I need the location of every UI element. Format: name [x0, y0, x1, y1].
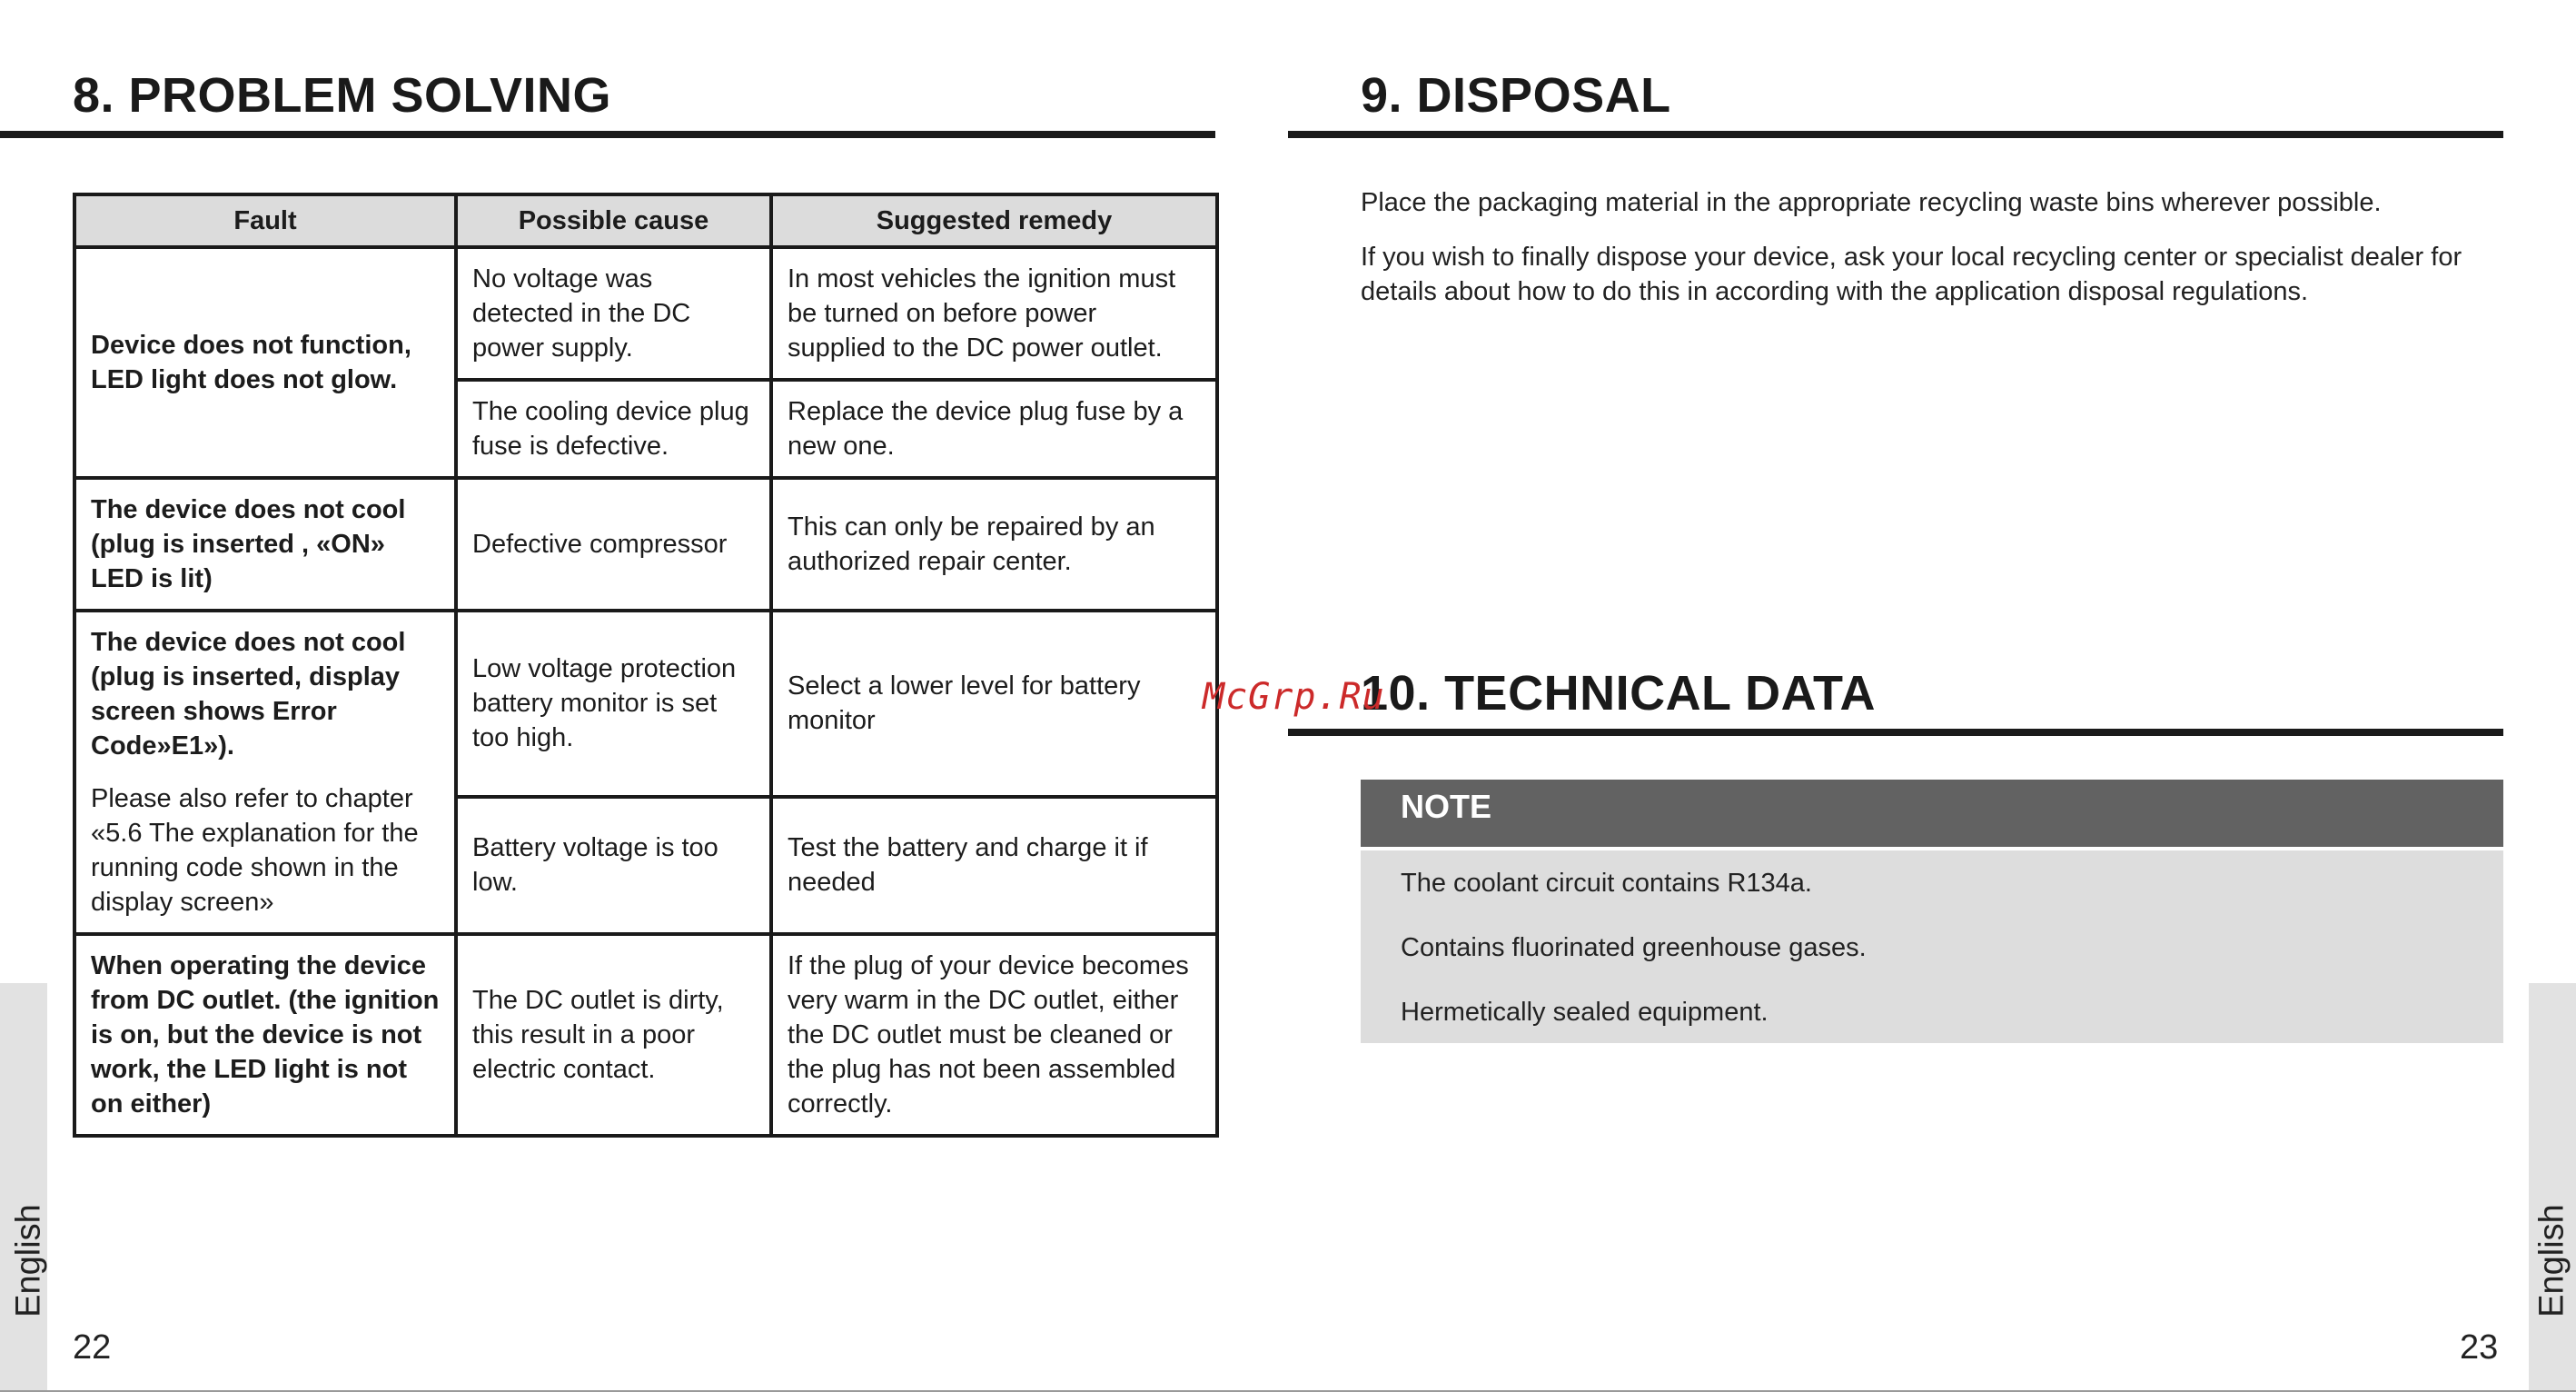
header-fault: Fault	[74, 194, 456, 247]
title-rule-disposal	[1288, 131, 2503, 138]
page-number-right: 23	[2460, 1328, 2499, 1367]
table-row	[74, 934, 1217, 1136]
page-number-left: 22	[73, 1328, 112, 1367]
problem-solving-title: 8. PROBLEM SOLVING	[73, 68, 612, 123]
remedy-cell: Select a lower level for battery monitor	[771, 611, 1217, 797]
note-line: Contains fluorinated greenhouse gases.	[1401, 933, 1867, 962]
disposal-title: 9. DISPOSAL	[1361, 68, 1671, 123]
language-tab-right	[2529, 983, 2576, 1392]
remedy-cell: If the plug of your device becomes very warm in the DC outlet, either the DC outlet must be cleaned or the plug has not been assembled correctly.	[771, 934, 1217, 1136]
technical-data-title: 10. TECHNICAL DATA	[1361, 666, 1877, 721]
language-label-right: English	[2532, 1204, 2571, 1317]
disposal-paragraph: Place the packaging material in the appropriate recycling waste bins wherever possible.	[1361, 188, 2382, 217]
fault-text: The device does not cool (plug is inserted, display screen shows Error Code»E1»).	[91, 628, 406, 761]
language-label-left: English	[9, 1204, 48, 1317]
table-header-row	[74, 194, 1217, 247]
cause-cell: Battery voltage is too low.	[456, 797, 771, 934]
disposal-text	[1361, 185, 2514, 329]
cause-cell: No voltage was detected in the DC power supply.	[456, 247, 771, 380]
fault-cell: Device does not function, LED light does not glow.	[74, 247, 456, 478]
watermark: McGrp.Ru	[1203, 676, 1385, 718]
table-row	[74, 611, 1217, 797]
disposal-paragraph: If you wish to finally dispose your device, ask your local recycling center or specialist dealer for details about how to do this in according with the application disposal regulations.	[1361, 243, 2462, 306]
cause-cell: Low voltage protection battery monitor is set too high.	[456, 611, 771, 797]
note-line: The coolant circuit contains R134a.	[1401, 869, 1812, 898]
remedy-cell: This can only be repaired by an authorized repair center.	[771, 478, 1217, 611]
fault-chapter-note: Please also refer to chapter «5.6 The explanation for the running code shown in the display screen»	[91, 784, 419, 917]
cause-cell: The DC outlet is dirty, this result in a poor electric contact.	[456, 934, 771, 1136]
note-line: Hermetically sealed equipment.	[1401, 998, 1769, 1027]
title-rule-technical	[1288, 729, 2503, 736]
cause-cell: The cooling device plug fuse is defective.	[456, 380, 771, 478]
title-rule-left	[0, 131, 1215, 138]
note-heading: NOTE	[1361, 780, 2503, 850]
table-row	[74, 478, 1217, 611]
remedy-cell: Test the battery and charge it if needed	[771, 797, 1217, 934]
fault-cell: When operating the device from DC outlet. (the ignition is on, but the device is not work, the LED light is not on either)	[74, 934, 456, 1136]
problem-solving-table	[73, 193, 1219, 1138]
remedy-cell: Replace the device plug fuse by a new one.	[771, 380, 1217, 478]
note-body	[1361, 850, 2503, 1043]
fault-cell: The device does not cool (plug is inserted , «ON» LED is lit)	[74, 478, 456, 611]
header-suggested-remedy: Suggested remedy	[771, 194, 1217, 247]
fault-cell	[74, 611, 456, 934]
language-tab-left	[0, 983, 47, 1392]
remedy-cell: In most vehicles the ignition must be turned on before power supplied to the DC power outlet.	[771, 247, 1217, 380]
header-possible-cause: Possible cause	[456, 194, 771, 247]
table-row	[74, 247, 1217, 380]
cause-cell: Defective compressor	[456, 478, 771, 611]
note-box	[1361, 780, 2503, 1043]
